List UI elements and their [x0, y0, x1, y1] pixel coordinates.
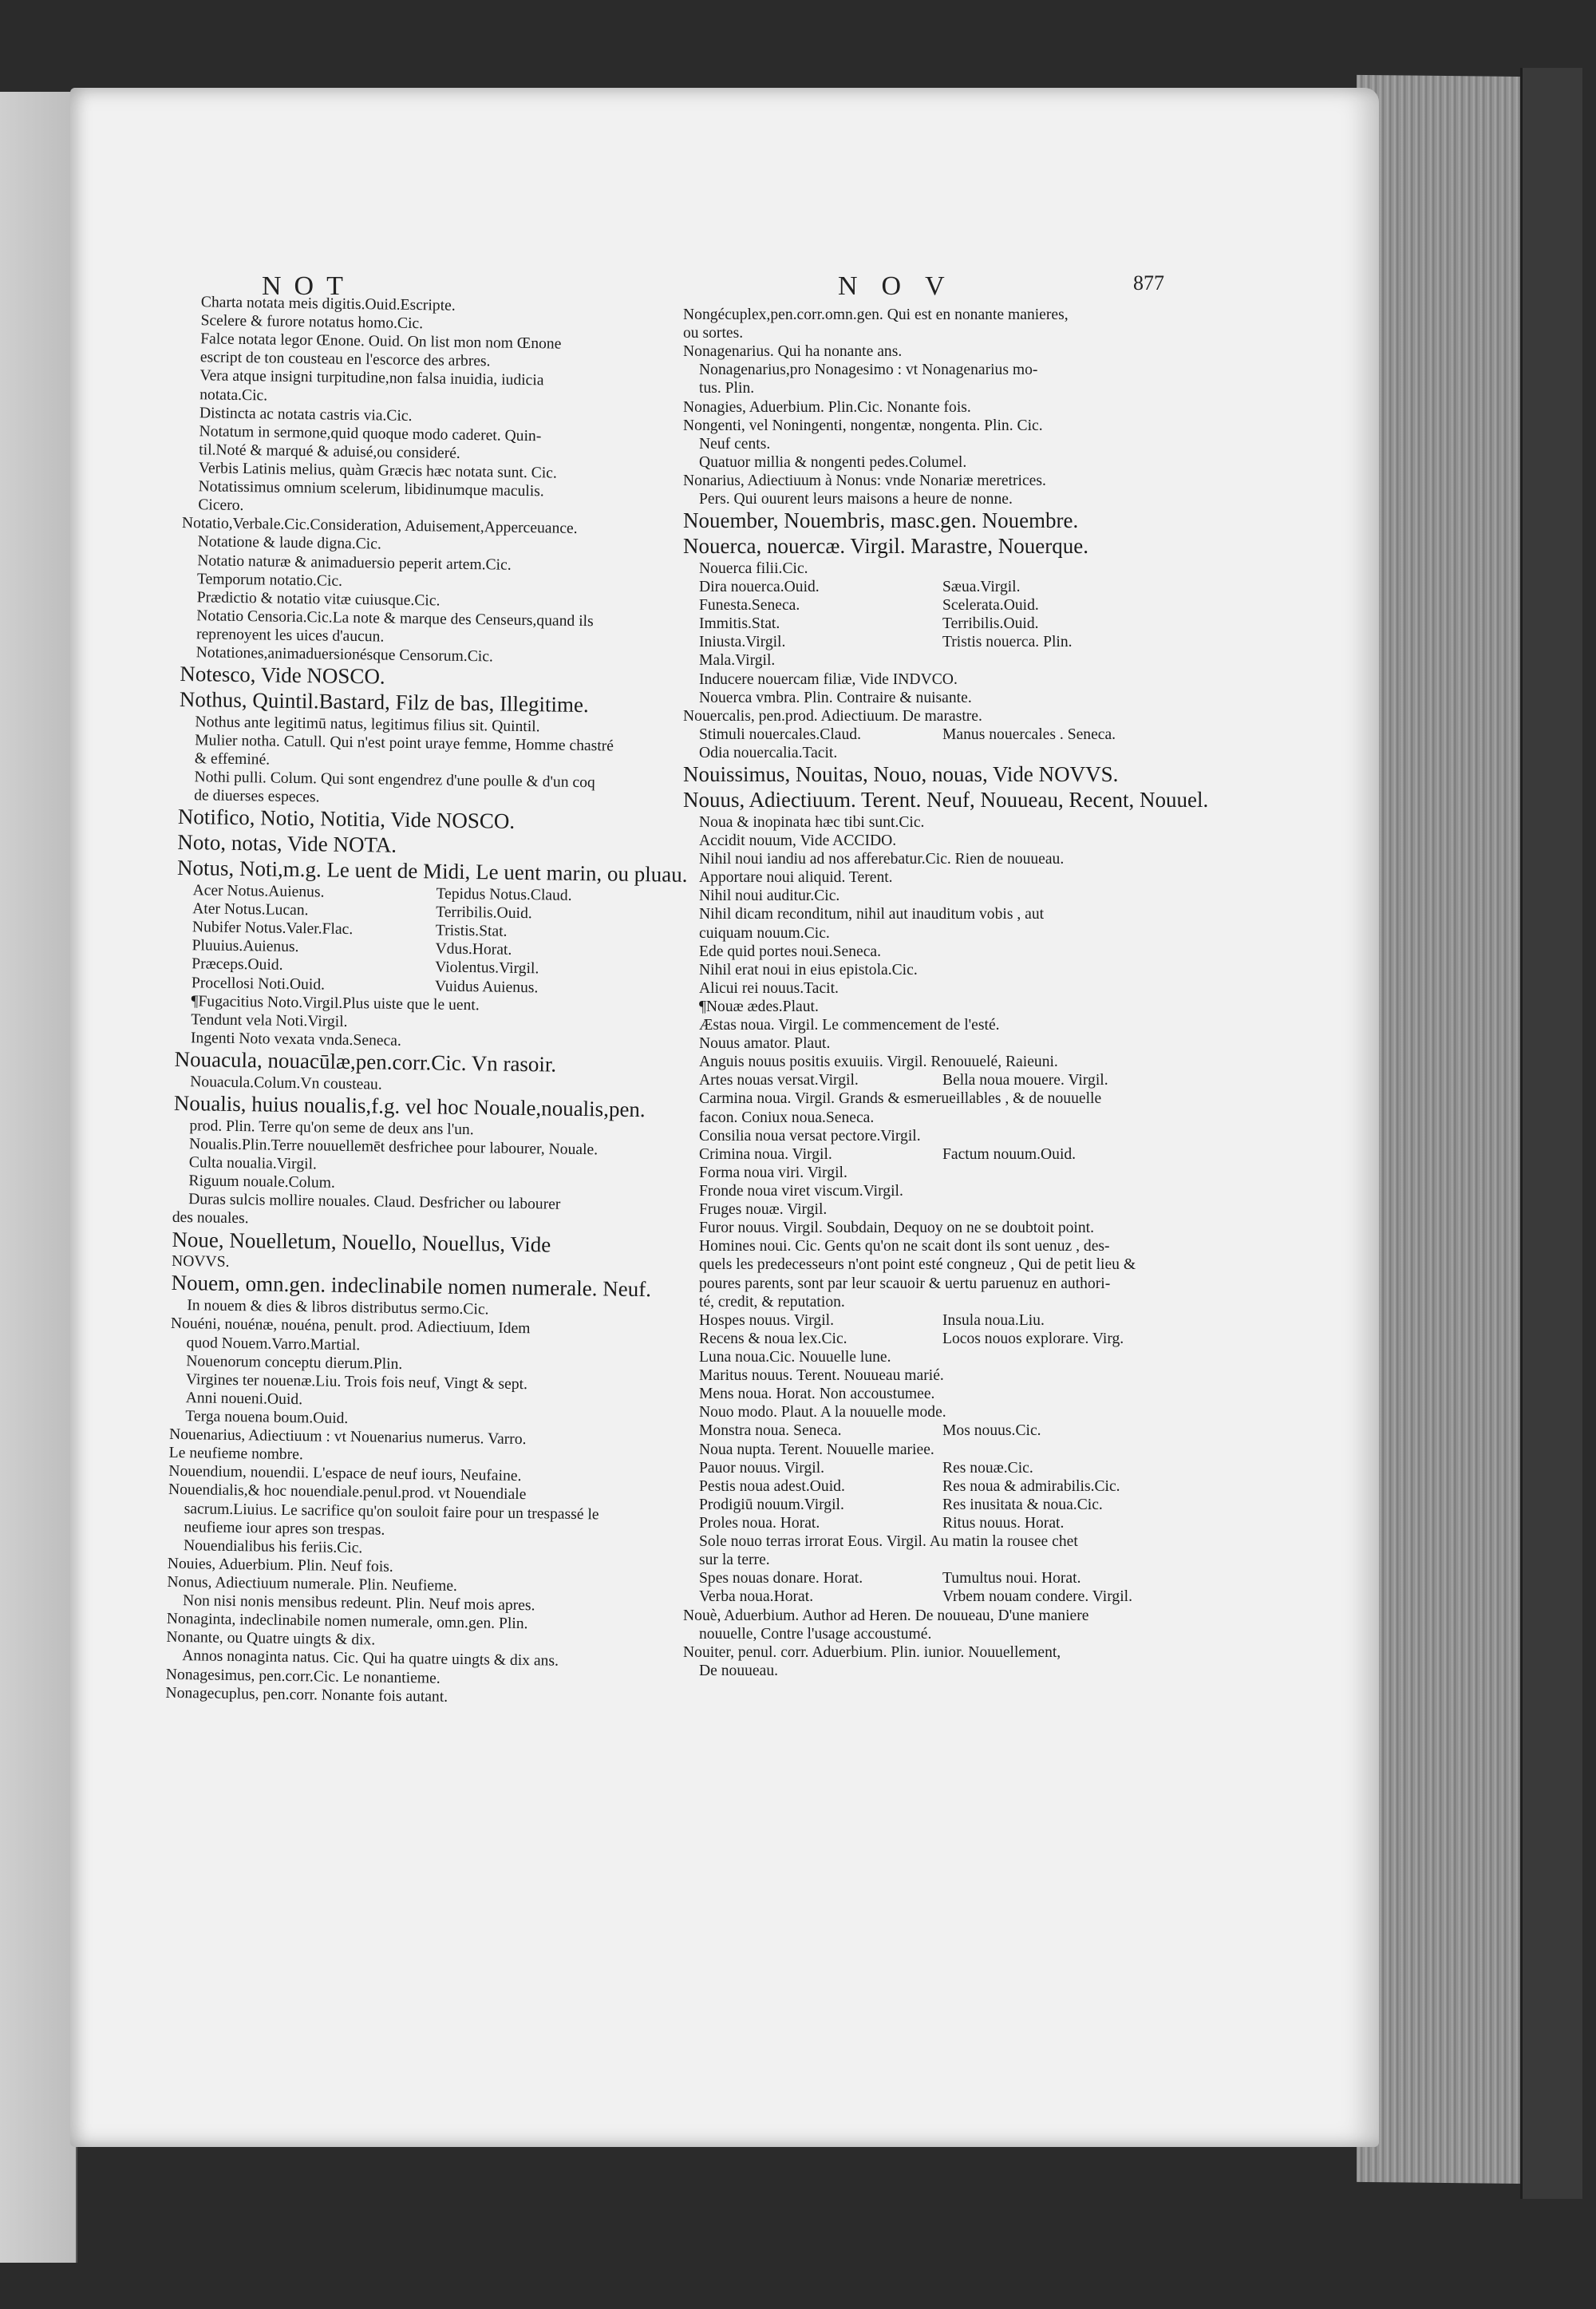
- dictionary-line: Fronde noua viret viscum.Virgil.: [699, 1183, 903, 1200]
- dictionary-line: Nouerca filii.Cic.: [699, 559, 808, 577]
- dictionary-line: [683, 1569, 1162, 1587]
- dictionary-line: Nongenti, vel Noningenti, nongentæ, nongenta. Plin. Cic.: [683, 417, 1043, 434]
- citation-right: Terribilis.Ouid.: [436, 903, 532, 923]
- dictionary-line: [683, 1145, 1162, 1164]
- dictionary-line: Tendunt vela Noti.Virgil.: [191, 1010, 348, 1030]
- dictionary-line: Nouus, Adiectiuum. Terent. Neuf, Nouueau, Recent, Nouuel.: [683, 787, 1209, 812]
- dictionary-line: Noua & inopinata hæc tibi sunt.Cic.: [699, 813, 925, 831]
- dictionary-line: Nothi pulli. Colum. Qui sont engendrez d'une poulle & d'un coq: [194, 769, 595, 792]
- citation-right: Violentus.Virgil.: [435, 959, 539, 978]
- dictionary-line: Noualis.Plin.Terre nouuellemēt desfrichee pour labourer, Nouale.: [188, 1136, 598, 1159]
- dictionary-line: Nouerca, nouercæ. Virgil. Marastre, Nouerque.: [683, 534, 1088, 559]
- dictionary-line: prod. Plin. Terre qu'on seme de deux ans l'un.: [189, 1117, 474, 1138]
- dictionary-line: Pers. Qui ouurent leurs maisons a heure de nonne.: [699, 491, 1013, 508]
- page-block-edges: [1357, 75, 1536, 2184]
- dictionary-line: Inducere nouercam filiæ, Vide INDVCO.: [699, 670, 958, 688]
- dictionary-line: neufieme iour apres son trespas.: [184, 1518, 385, 1539]
- dictionary-line: [683, 1459, 1162, 1477]
- citation-left: Funesta.Seneca.: [699, 597, 800, 615]
- dictionary-line: Mulier notha. Catull. Qui n'est point uraye femme, Homme chastré: [195, 732, 614, 755]
- dictionary-line: Nouercalis, pen.prod. Adiectiuum. De marastre.: [683, 707, 982, 725]
- dictionary-line: [683, 1496, 1162, 1514]
- citation-right: Tumultus noui. Horat.: [942, 1570, 1081, 1587]
- dictionary-line: Vera atque insigni turpitudine,non falsa inuidia, iudicia: [200, 367, 544, 389]
- citation-left: Prodigiū nouum.Virgil.: [699, 1496, 844, 1513]
- citation-right: Insula noua.Liu.: [942, 1311, 1045, 1329]
- dictionary-line: escript de ton cousteau en l'escorce des arbres.: [200, 349, 491, 370]
- dictionary-line: Notationes,animaduersionésque Censorum.Cic.: [196, 644, 494, 666]
- dictionary-line: [683, 1311, 1162, 1330]
- dictionary-line: Mala.Virgil.: [699, 652, 776, 670]
- dictionary-line: [683, 726, 1162, 744]
- dictionary-line: Nouenorum conceptu dierum.Plin.: [186, 1352, 403, 1373]
- citation-right: Ritus nouus. Horat.: [942, 1515, 1065, 1532]
- citation-left: Spes nouas donare. Horat.: [699, 1570, 863, 1587]
- dictionary-line: [683, 596, 1162, 615]
- dictionary-line: té, credit, & reputation.: [699, 1293, 845, 1311]
- dictionary-line: Virgines ter nouenæ.Liu. Trois fois neuf, Vingt & sept.: [185, 1370, 528, 1393]
- dictionary-line: sacrum.Liuius. Le sacrifice qu'on souloit faire pour un trespassé le: [184, 1500, 599, 1523]
- citation-right: Res inusitata & noua.Cic.: [942, 1496, 1103, 1513]
- dictionary-line: Noua nupta. Terent. Nouuelle mariee.: [699, 1441, 934, 1458]
- citation-left: Pauor nouus. Virgil.: [699, 1459, 825, 1477]
- citation-left: Præceps.Ouid.: [192, 955, 283, 975]
- dictionary-line: Ede quid portes noui.Seneca.: [699, 943, 881, 960]
- dictionary-line: Consilia noua versat pectore.Virgil.: [699, 1127, 921, 1145]
- dictionary-line: Nonante, ou Quatre uingts & dix.: [166, 1629, 376, 1649]
- dictionary-line: Nouè, Aduerbium. Author ad Heren. De nouueau, D'une maniere: [683, 1607, 1089, 1624]
- dictionary-line: Nouacula, nouacūlæ,pen.corr.Cic. Vn rasoir.: [174, 1046, 557, 1077]
- dictionary-line: Nouéni, nouénæ, nouéna, penult. prod. Adiectiuum, Idem: [170, 1315, 531, 1338]
- dictionary-line: [683, 1587, 1162, 1606]
- dictionary-line: Anguis nouus positis exuuiis. Virgil. Renouuelé, Raieuni.: [699, 1054, 1058, 1071]
- citation-left: Ater Notus.Lucan.: [192, 900, 309, 919]
- dictionary-line: Forma noua viri. Virgil.: [699, 1164, 847, 1181]
- dictionary-line: des nouales.: [172, 1209, 249, 1228]
- page-number: 877: [1133, 271, 1164, 295]
- citation-left: Pluuius.Auienus.: [192, 937, 299, 956]
- right-column: [683, 306, 1209, 1680]
- dictionary-line: til.Noté & marqué & aduisé,ou consideré.: [199, 441, 460, 462]
- dictionary-line: Nonarius, Adiectiuum à Nonus: vnde Nonariæ meretrices.: [683, 472, 1046, 489]
- dictionary-line: Le neufieme nombre.: [168, 1445, 303, 1464]
- dictionary-line: Nouissimus, Nouitas, Nouo, nouas, Vide NOVVS.: [683, 762, 1119, 787]
- dictionary-line: Nothus ante legitimū natus, legitimus filius sit. Quintil.: [195, 714, 540, 736]
- dictionary-line: nouuelle, Contre l'usage accoustumé.: [699, 1625, 932, 1643]
- dictionary-line: [683, 1477, 1162, 1496]
- citation-left: Hospes nouus. Virgil.: [699, 1311, 835, 1329]
- dictionary-line: Nonagenarius,pro Nonagesimo : vt Nonagenarius mo-: [699, 362, 1038, 379]
- dictionary-line: & effeminé.: [194, 750, 271, 769]
- citation-right: Mos nouus.Cic.: [942, 1422, 1041, 1440]
- citation-left: Acer Notus.Auienus.: [192, 882, 325, 901]
- dictionary-line: [683, 1514, 1162, 1532]
- dictionary-line: Notatio,Verbale.Cic.Consideration, Aduisement,Apperceuance.: [181, 515, 578, 538]
- dictionary-line: Notatum in sermone,quid quoque modo caderet. Quin-: [199, 423, 542, 445]
- dictionary-line: Nothus, Quintil.Bastard, Filz de bas, Illegitime.: [179, 686, 589, 718]
- dictionary-line: Notatissimus omnium scelerum, libidinumque maculis.: [198, 478, 544, 500]
- dictionary-line: Alicui rei nouus.Tacit.: [699, 979, 839, 997]
- citation-right: Manus nouercales . Seneca.: [942, 726, 1116, 743]
- dictionary-line: [683, 578, 1162, 596]
- dictionary-line: quod Nouem.Varro.Martial.: [186, 1334, 361, 1354]
- dictionary-line: Nonaginta, indeclinabile nomen numerale, omn.gen. Plin.: [166, 1611, 528, 1633]
- dictionary-line: Nouenarius, Adiectiuum : vt Nouenarius numerus. Varro.: [168, 1425, 527, 1449]
- dictionary-line: Nouendium, nouendii. L'espace de neuf iours, Neufaine.: [168, 1463, 522, 1485]
- dictionary-line: Notatio Censoria.Cic.La note & marque des Censeurs,quand ils: [196, 607, 594, 631]
- citation-right: Vuidus Auienus.: [434, 978, 539, 996]
- dictionary-line: reprenoyent les uices d'aucun.: [196, 626, 385, 646]
- dictionary-line: Nouus amator. Plaut.: [699, 1035, 831, 1053]
- dictionary-line: De nouueau.: [699, 1662, 779, 1679]
- dictionary-line: Carmina noua. Virgil. Grands & esmerueillables , & de nouuelle: [699, 1090, 1102, 1108]
- dictionary-line: Nouerca vmbra. Plin. Contraire & nuisante.: [699, 689, 972, 706]
- dictionary-line: Nongécuplex,pen.corr.omn.gen. Qui est en nonante manieres,: [683, 306, 1069, 323]
- dictionary-line: Nouo modo. Plaut. A la nouuelle mode.: [699, 1404, 946, 1421]
- dictionary-line: Nonus, Adiectiuum numerale. Plin. Neufieme.: [167, 1573, 458, 1595]
- dictionary-line: Prædictio & notatio vitæ cuiusque.Cic.: [196, 588, 440, 610]
- citation-right: Factum nouum.Ouid.: [942, 1145, 1077, 1163]
- dictionary-line: Noto, notas, Vide NOTA.: [177, 830, 397, 858]
- dictionary-line: Nihil dicam reconditum, nihil aut inauditum vobis , aut: [699, 906, 1045, 923]
- dictionary-line: Nouiter, penul. corr. Aduerbium. Plin. iunior. Nouuellement,: [683, 1643, 1061, 1661]
- dictionary-line: Noue, Nouelletum, Nouello, Nouellus, Vide: [172, 1227, 551, 1257]
- book-cover-edge: [1520, 68, 1582, 2199]
- citation-left: Artes nouas versat.Virgil.: [699, 1072, 859, 1089]
- dictionary-line: Culta noualia.Virgil.: [188, 1154, 318, 1173]
- dictionary-line: Duras sulcis mollire nouales. Claud. Desfricher ou labourer: [188, 1191, 561, 1213]
- dictionary-line: [683, 1421, 1162, 1440]
- citation-left: Stimuli nouercales.Claud.: [699, 726, 861, 743]
- dictionary-line: Nonagies, Aduerbium. Plin.Cic. Nonante fois.: [683, 398, 971, 416]
- facing-page-edge: [0, 92, 77, 2263]
- dictionary-line: Neuf cents.: [699, 435, 771, 453]
- header-left: NOT: [262, 271, 356, 301]
- citation-right: Tristis nouerca. Plin.: [942, 634, 1073, 651]
- citation-left: Proles noua. Horat.: [699, 1515, 820, 1532]
- citation-left: Dira nouerca.Ouid.: [699, 579, 820, 596]
- citation-right: Scelerata.Ouid.: [942, 597, 1039, 615]
- dictionary-line: Notifico, Notio, Notitia, Vide NOSCO.: [177, 805, 516, 834]
- dictionary-line: Cicero.: [198, 496, 244, 515]
- citation-right: Locos nouos explorare. Virg.: [942, 1330, 1124, 1347]
- dictionary-line: quels les predecesseurs n'ont point esté congneuz , Qui de petit lieu &: [699, 1256, 1136, 1274]
- dictionary-line: tus. Plin.: [699, 380, 755, 397]
- citation-right: Vrbem nouam condere. Virgil.: [942, 1588, 1132, 1606]
- dictionary-line: Quatuor millia & nongenti pedes.Columel.: [699, 453, 967, 471]
- dictionary-line: Maritus nouus. Terent. Nouueau marié.: [699, 1367, 944, 1385]
- dictionary-line: Nouem, omn.gen. indeclinabile nomen numerale. Neuf.: [171, 1271, 652, 1302]
- citation-right: Bella noua mouere. Virgil.: [942, 1072, 1108, 1089]
- citation-left: Pestis noua adest.Ouid.: [699, 1477, 845, 1495]
- citation-left: Monstra noua. Seneca.: [699, 1422, 842, 1440]
- dictionary-line: Luna noua.Cic. Nouuelle lune.: [699, 1349, 891, 1366]
- citation-right: Vdus.Horat.: [435, 940, 512, 959]
- dictionary-line: Apportare noui aliquid. Terent.: [699, 869, 893, 887]
- dictionary-line: Notesco, Vide NOSCO.: [180, 662, 385, 689]
- dictionary-line: Riguum nouale.Colum.: [188, 1172, 336, 1192]
- dictionary-line: poures parents, sont par leur scauoir & uertu paruenuz en authori-: [699, 1275, 1111, 1292]
- dictionary-line: Verbis Latinis melius, quàm Græcis hæc notata sunt. Cic.: [198, 460, 558, 482]
- citation-left: Nubifer Notus.Valer.Flac.: [192, 919, 354, 939]
- citation-left: Recens & noua lex.Cic.: [699, 1330, 847, 1347]
- dictionary-line: Nihil erat noui in eius epistola.Cic.: [699, 961, 918, 979]
- dictionary-line: Anni noueni.Ouid.: [185, 1390, 303, 1409]
- dictionary-line: Temporum notatio.Cic.: [196, 570, 343, 590]
- citation-left: Procellosi Noti.Ouid.: [191, 974, 326, 994]
- dictionary-line: Mens noua. Horat. Non accoustumee.: [699, 1386, 935, 1403]
- dictionary-line: Annos nonaginta natus. Cic. Qui ha quatre uingts & dix ans.: [182, 1647, 559, 1670]
- dictionary-line: [683, 1330, 1162, 1348]
- dictionary-line: Accidit nouum, Vide ACCIDO.: [699, 832, 897, 849]
- dictionary-line: Homines noui. Cic. Gents qu'on ne scait dont ils sont uenuz , des-: [699, 1238, 1110, 1255]
- dictionary-line: Nouacula.Colum.Vn cousteau.: [190, 1073, 382, 1093]
- dictionary-line: Scelere & furore notatus homo.Cic.: [200, 312, 424, 333]
- left-column: [165, 293, 688, 1709]
- citation-right: Res noua & admirabilis.Cic.: [942, 1477, 1120, 1495]
- dictionary-line: Odia nouercalia.Tacit.: [699, 745, 838, 762]
- citation-right: Sæua.Virgil.: [942, 579, 1021, 596]
- citation-left: Verba noua.Horat.: [699, 1588, 814, 1606]
- dictionary-line: Notus, Noti,m.g. Le uent de Midi, Le uent marin, ou pluau.: [176, 856, 688, 888]
- dictionary-line: Sole nouo terras irrorat Eous. Virgil. Au matin la rousee chet: [699, 1533, 1078, 1551]
- dictionary-line: sur la terre.: [699, 1552, 770, 1569]
- dictionary-line: ¶Nouæ ædes.Plaut.: [699, 998, 819, 1015]
- dictionary-line: NOVVS.: [171, 1253, 230, 1271]
- header-right: NOV: [838, 271, 969, 301]
- dictionary-line: Notatione & laude digna.Cic.: [197, 533, 381, 553]
- dictionary-line: cuiquam nouum.Cic.: [699, 924, 830, 942]
- dictionary-line: Charta notata meis digitis.Ouid.Escripte.: [200, 294, 456, 314]
- dictionary-line: Falce notata legor Œnone. Ouid. On list mon nom Œnone: [200, 330, 562, 353]
- dictionary-line: Ingenti Noto vexata vnda.Seneca.: [190, 1030, 401, 1050]
- dictionary-line: facon. Coniux noua.Seneca.: [699, 1109, 875, 1126]
- dictionary-line: Æstas noua. Virgil. Le commencement de l'esté.: [699, 1017, 1000, 1034]
- dictionary-line: Fruges nouæ. Virgil.: [699, 1201, 828, 1219]
- dictionary-line: Nonagesimus, pen.corr.Cic. Le nonantieme.: [165, 1666, 440, 1687]
- citation-right: Tepidus Notus.Claud.: [436, 885, 572, 904]
- dictionary-line: [683, 633, 1162, 651]
- citation-right: Res nouæ.Cic.: [942, 1459, 1033, 1477]
- dictionary-line: Nihil noui auditur.Cic.: [699, 888, 840, 905]
- dictionary-line: Nonagenarius. Qui ha nonante ans.: [683, 343, 903, 361]
- dictionary-line: Nihil noui iandiu ad nos afferebatur.Cic. Rien de nouueau.: [699, 851, 1065, 868]
- dictionary-line: notata.Cic.: [200, 385, 268, 404]
- citation-left: Iniusta.Virgil.: [699, 634, 786, 651]
- citation-right: Tristis.Stat.: [435, 922, 508, 940]
- dictionary-line: Nouies, Aduerbium. Plin. Neuf fois.: [167, 1555, 393, 1576]
- dictionary-line: Notatio naturæ & animaduersio peperit artem.Cic.: [197, 552, 512, 574]
- dictionary-line: ¶Fugacitius Noto.Virgil.Plus uiste que le uent.: [191, 992, 480, 1014]
- citation-left: Immitis.Stat.: [699, 615, 780, 633]
- dictionary-line: Furor nouus. Virgil. Soubdain, Dequoy on ne se doubtoit point.: [699, 1220, 1095, 1237]
- dictionary-line: In nouem & dies & libros distributus sermo.Cic.: [187, 1297, 489, 1319]
- dictionary-line: Noualis, huius noualis,f.g. vel hoc Nouale,noualis,pen.: [173, 1090, 646, 1122]
- dictionary-line: Nouendialibus his feriis.Cic.: [183, 1536, 363, 1557]
- dictionary-line: Nouember, Nouembris, masc.gen. Nouembre.: [683, 508, 1079, 533]
- dictionary-line: [683, 1071, 1162, 1089]
- dictionary-line: Nonagecuplus, pen.corr. Nonante fois autant.: [165, 1684, 448, 1706]
- citation-right: Terribilis.Ouid.: [942, 615, 1039, 633]
- dictionary-line: Nouendialis,& hoc nouendiale.penul.prod. vt Nouendiale: [168, 1481, 527, 1504]
- dictionary-line: de diuerses especes.: [194, 787, 320, 806]
- dictionary-line: Non nisi nonis mensibus redeunt. Plin. Neuf mois apres.: [182, 1592, 535, 1615]
- citation-left: Crimina noua. Virgil.: [699, 1145, 832, 1163]
- dictionary-line: [683, 615, 1162, 633]
- dictionary-line: Distincta ac notata castris via.Cic.: [199, 404, 413, 425]
- dictionary-line: Terga nouena boum.Ouid.: [185, 1408, 349, 1427]
- dictionary-line: ou sortes.: [683, 325, 744, 342]
